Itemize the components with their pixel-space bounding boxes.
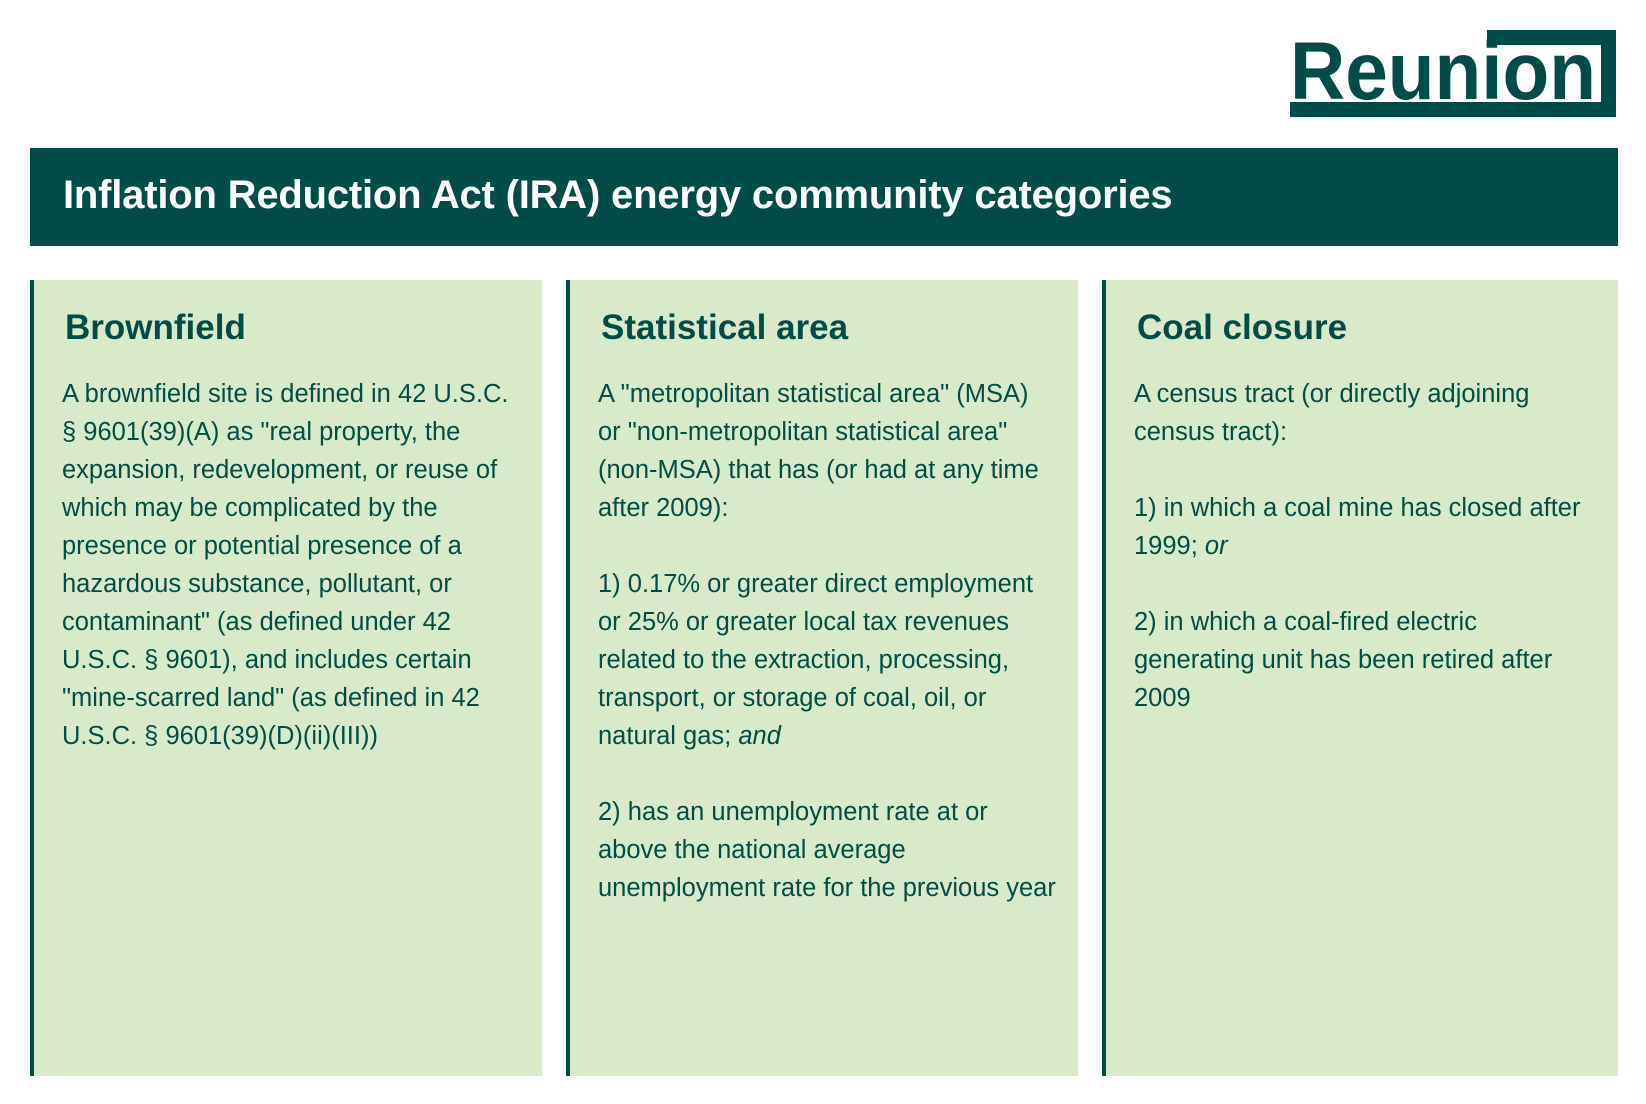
paragraph-text: 2) in which a coal-fired electric generating unit has been retired after 2009 — [1134, 608, 1553, 712]
paragraph-text: A "metropolitan statistical area" (MSA) or "non-metropolitan statistical area" (non-MSA) that has (or had at any time after 2009): — [598, 380, 1039, 522]
header-bar — [30, 148, 1618, 246]
card-paragraph — [62, 375, 522, 755]
card-title: Brownfield — [65, 308, 246, 347]
card-body — [598, 375, 1058, 907]
paragraph-text: 1) in which a coal mine has closed after 1999; — [1134, 494, 1581, 560]
card-paragraph — [598, 793, 1058, 907]
card-paragraph — [1134, 603, 1598, 717]
paragraph-text: 2) has an unemployment rate at or above the national average unemployment rate for the previous year — [598, 798, 1056, 902]
reunion-logo — [1290, 30, 1616, 117]
paragraph-emphasis: or — [1204, 532, 1228, 560]
card-body — [62, 375, 522, 755]
card-paragraph — [598, 375, 1058, 527]
card-brownfield — [30, 280, 542, 1076]
card-paragraph — [1134, 375, 1598, 451]
card-paragraph — [1134, 489, 1598, 565]
logo-text: Reunion — [1290, 30, 1596, 117]
logo-mark-icon — [1290, 30, 1616, 117]
card-title: Coal closure — [1137, 308, 1348, 347]
card-statistical-area — [566, 280, 1078, 1076]
paragraph-text: 1) 0.17% or greater direct employment or 25% or greater local tax revenues related to the extraction, processing, transport, or storage of coal, oil, or natural gas; — [598, 570, 1034, 750]
card-body — [1134, 375, 1598, 717]
paragraph-text: A census tract (or directly adjoining census tract): — [1134, 380, 1530, 446]
page-title: Inflation Reduction Act (IRA) energy community categories — [63, 173, 1173, 217]
card-paragraph — [598, 565, 1058, 755]
card-coal-closure — [1102, 280, 1618, 1076]
card-title: Statistical area — [601, 308, 849, 347]
paragraph-emphasis: and — [738, 722, 781, 750]
paragraph-text: A brownfield site is defined in 42 U.S.C. § 9601(39)(A) as "real property, the expansion, redevelopment, or reuse of which may be complicated by the presence or potential presence of a hazardous substance, pollutant, or contaminant" (as defined under 42 U.S.C. § 9601), and includes certain "mine-scarred land" (as defined in 42 U.S.C. § 9601(39)(D)(ii)(III)) — [62, 380, 509, 750]
